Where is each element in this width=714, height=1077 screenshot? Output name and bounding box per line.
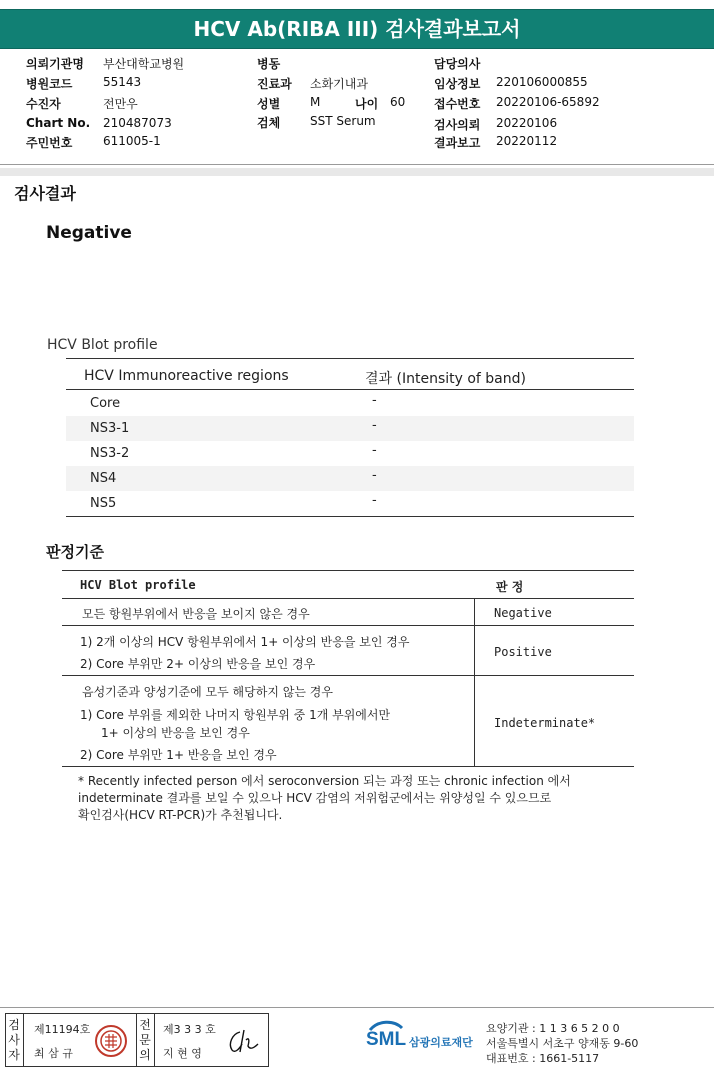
sml-logo: [366, 1020, 486, 1064]
header-info: [0, 55, 714, 155]
criteria-line: 모든 항원부위에서 반응을 보이지 않은 경우: [82, 607, 310, 621]
examiner-name: 최 삼 규: [34, 1047, 73, 1060]
age: 60: [390, 95, 406, 109]
criteria-line: 2) Core 부위만 2+ 이상의 반응을 보인 경우: [80, 657, 316, 671]
table-row: [66, 441, 634, 466]
criteria-line: 1) 2개 이상의 HCV 항원부위에서 1+ 이상의 반응을 보인 경우: [80, 635, 410, 649]
specialist-label: 전 문 의: [136, 1014, 155, 1066]
report-date: 20220112: [496, 134, 558, 148]
region-name: Core: [90, 396, 121, 411]
region-name: NS4: [90, 471, 117, 486]
verdict-negative: Negative: [494, 606, 552, 620]
institution-info: [486, 1021, 638, 1066]
verdict-positive: Positive: [494, 645, 552, 659]
criteria-vertical-divider: [474, 598, 475, 766]
info-line: 서울특별시 서초구 양재동 9-60: [486, 1037, 639, 1050]
footnote-line: * Recently infected person 에서 seroconversion 되는 과정 또는 chronic infection 에서: [78, 774, 571, 788]
col-header-region: HCV Immunoreactive regions: [84, 368, 289, 384]
blot-profile-title: HCV Blot profile: [47, 337, 158, 353]
reception-number: 20220106-65892: [496, 95, 600, 109]
table-row: [66, 491, 634, 516]
header-label: 검체: [257, 116, 281, 130]
seal-stamp-icon: [94, 1024, 128, 1058]
patient-name: 전만우: [103, 97, 138, 111]
region-name: NS3-2: [90, 446, 130, 461]
header-label: 담당의사: [434, 57, 481, 71]
logo-mark: SML: [366, 1029, 407, 1050]
department: 소화기내과: [310, 77, 368, 91]
specialist-license: 제3 3 3 호: [163, 1023, 216, 1036]
criteria-col-header-profile: HCV Blot profile: [80, 578, 196, 592]
band-intensity: -: [372, 468, 377, 483]
col-header-result: 결과 (Intensity of band): [365, 371, 526, 387]
chart-number: 210487073: [103, 116, 172, 130]
criteria-line: 1) Core 부위를 제외한 나머지 항원부위 중 1개 부위에서만: [80, 708, 391, 722]
hospital-name: 부산대학교병원: [103, 57, 185, 71]
table-header-rule: [66, 389, 634, 390]
footer-divider: [0, 1007, 714, 1008]
region-name: NS3-1: [90, 421, 130, 436]
header-label: 수진자: [26, 97, 61, 111]
criteria-top-rule: [62, 570, 634, 571]
criteria-row-rule: [62, 625, 634, 626]
results-section-title: 검사결과: [14, 184, 76, 203]
footnote-line: 확인검사(HCV RT-PCR)가 추천됩니다.: [78, 808, 283, 822]
table-row: [66, 466, 634, 491]
criteria-row-rule: [62, 675, 634, 676]
criteria-line: 음성기준과 양성기준에 모두 해당하지 않는 경우: [82, 685, 333, 699]
criteria-section-title: 판정기준: [46, 543, 104, 561]
header-label: 임상정보: [434, 77, 481, 91]
verdict-indeterminate: Indeterminate*: [494, 716, 596, 730]
band-intensity: -: [372, 443, 377, 458]
criteria-header-rule: [62, 598, 634, 599]
criteria-line: 1+ 이상의 반응을 보인 경우: [101, 726, 250, 740]
band-intensity: -: [372, 393, 377, 408]
header-label: Chart No.: [26, 116, 91, 130]
table-row: [66, 391, 634, 416]
header-label: 병원코드: [26, 77, 73, 91]
sex: M: [310, 95, 321, 109]
criteria-col-header-verdict: 판 정: [496, 580, 524, 594]
request-date: 20220106: [496, 116, 558, 130]
footnote-line: indeterminate 결과를 보일 수 있으나 HCV 감염의 저위험군에서는 위양성일 수 있으므로: [78, 791, 552, 805]
results-table: [66, 391, 634, 516]
footnote: [78, 773, 698, 824]
header-label: 성별: [257, 97, 281, 111]
region-name: NS5: [90, 496, 117, 511]
signature-box: [5, 1013, 269, 1067]
signature-icon: [226, 1026, 262, 1056]
header-divider: [0, 164, 714, 165]
examiner-label: 검 사 자: [6, 1014, 24, 1066]
criteria-bottom-rule: [62, 766, 634, 767]
report-title: HCV Ab(RIBA III) 검사결과보고서: [0, 9, 714, 49]
band-intensity: -: [372, 418, 377, 433]
resident-number: 611005-1: [103, 134, 161, 148]
header-label: 접수번호: [434, 97, 481, 111]
table-row: [66, 416, 634, 441]
band-intensity: -: [372, 493, 377, 508]
specialist-name: 지 현 영: [163, 1047, 202, 1060]
hospital-code: 55143: [103, 75, 142, 89]
header-label: 주민번호: [26, 136, 73, 150]
criteria-line: 2) Core 부위만 1+ 반응을 보인 경우: [80, 748, 277, 762]
header-label: 결과보고: [434, 136, 481, 150]
header-label: 나이: [355, 97, 379, 111]
clinical-info: 220106000855: [496, 75, 588, 89]
info-line: 대표번호 : 1661-5117: [486, 1052, 600, 1065]
info-line: 요양기관 : 1 1 3 6 5 2 0 0: [486, 1022, 620, 1035]
examiner-license: 제11194호: [34, 1023, 91, 1036]
table-top-rule: [66, 358, 634, 359]
specimen: SST Serum: [310, 114, 376, 128]
header-label: 병동: [257, 57, 281, 71]
logo-org-name: 삼광의료재단: [409, 1036, 473, 1049]
header-label: 진료과: [257, 77, 292, 91]
header-label: 검사의뢰: [434, 118, 481, 132]
table-bottom-rule: [66, 516, 634, 517]
header-label: 의뢰기관명: [26, 57, 84, 71]
header-shadow: [0, 168, 714, 176]
result-summary: Negative: [46, 223, 132, 243]
